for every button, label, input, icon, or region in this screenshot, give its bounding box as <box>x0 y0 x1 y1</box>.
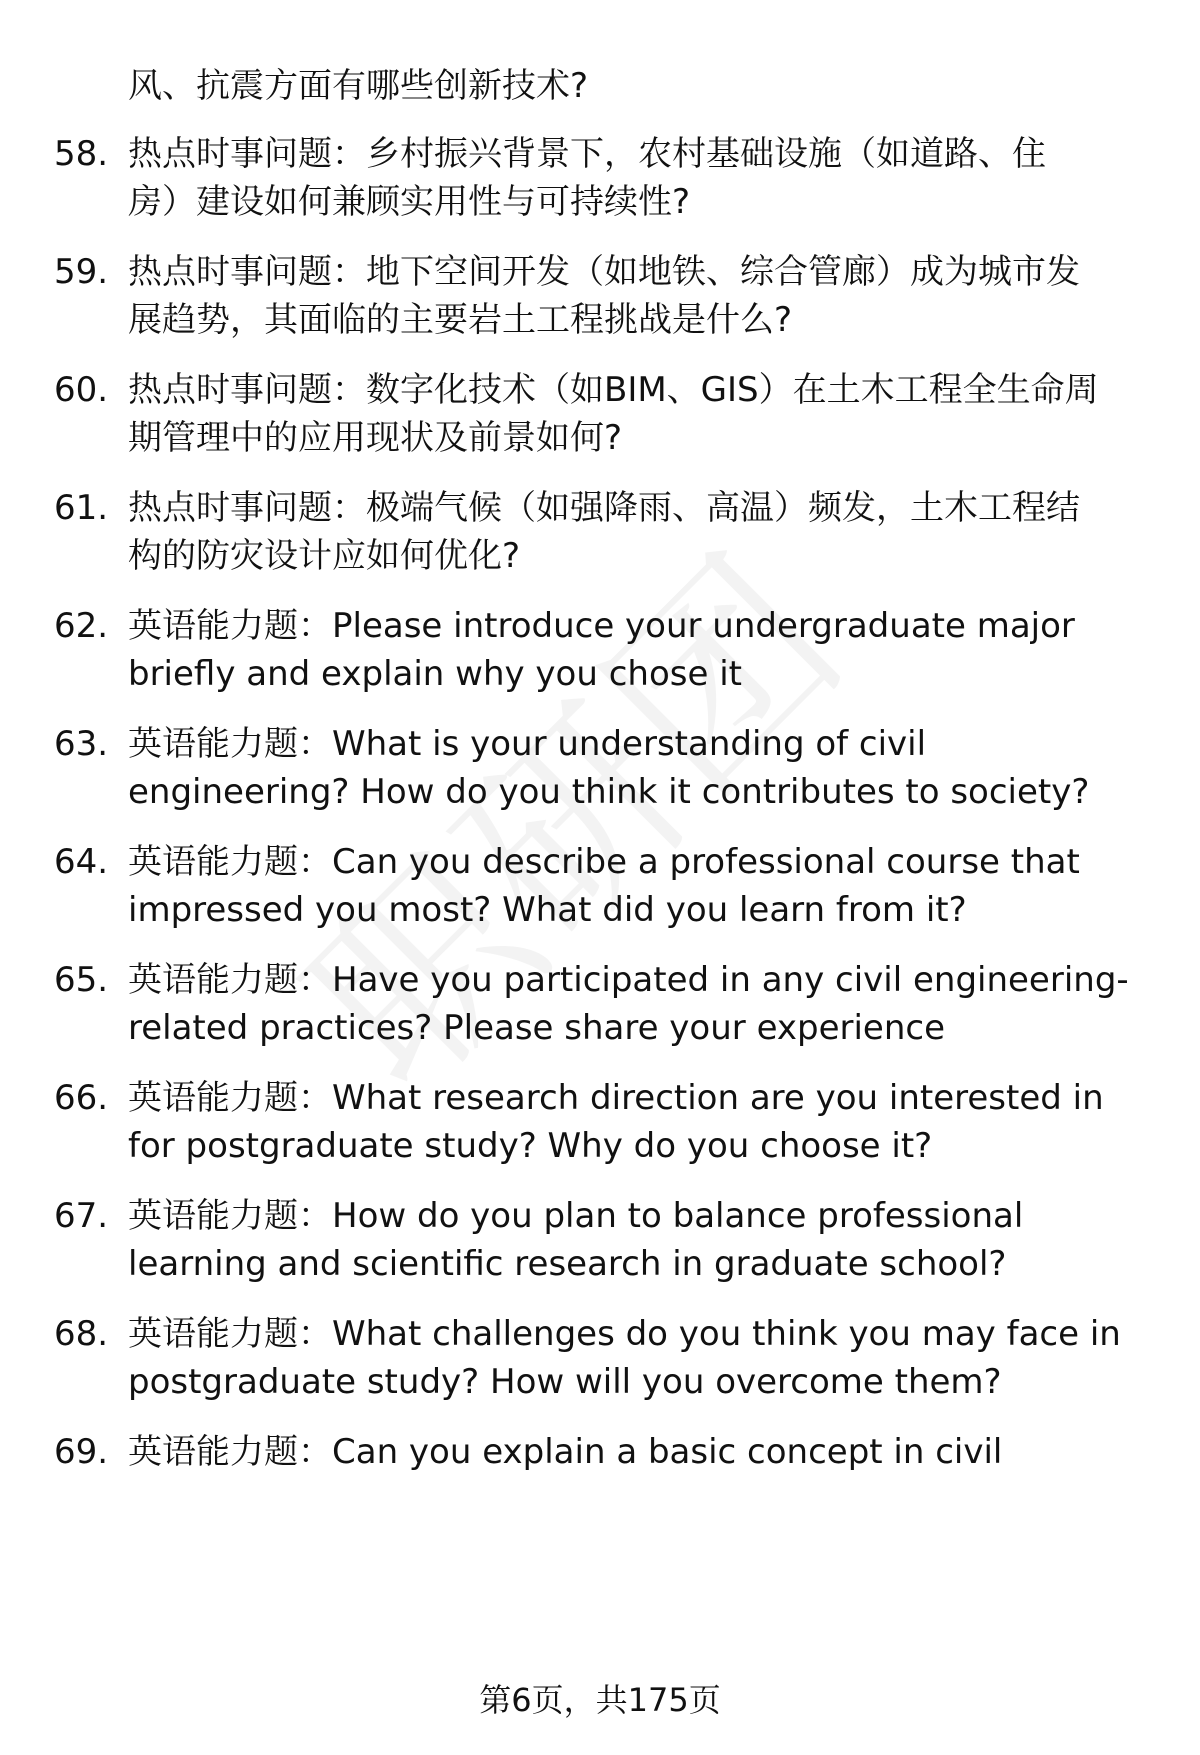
question-number: 61. <box>54 488 109 528</box>
question-line: 热点时事问题：极端气候（如强降雨、高温）频发，土木工程结 <box>128 488 1080 528</box>
question-line: 热点时事问题：数字化技术（如BIM、GIS）在土木工程全生命周 <box>128 370 1099 410</box>
question-number: 58. <box>54 134 109 174</box>
question-line: 英语能力题：Please introduce your undergraduate major <box>128 606 1075 646</box>
question-text <box>128 956 1168 1052</box>
question-number: 59. <box>54 252 109 292</box>
question-number: 60. <box>54 370 109 410</box>
question-line: 英语能力题：What research direction are you interested in <box>128 1078 1104 1118</box>
question-number: 67. <box>54 1196 109 1236</box>
question-line: engineering? How do you think it contributes to society? <box>128 772 1090 812</box>
question-line: 英语能力题：How do you plan to balance professional <box>128 1196 1024 1236</box>
question-text <box>128 366 1168 462</box>
question-line: 构的防灾设计应如何优化? <box>128 536 521 576</box>
question-line: postgraduate study? How will you overcome them? <box>128 1362 1002 1402</box>
question-number: 66. <box>54 1078 109 1118</box>
question-line: 英语能力题：What challenges do you think you may face in <box>128 1314 1121 1354</box>
question-line: 热点时事问题：乡村振兴背景下，农村基础设施（如道路、住 <box>128 134 1046 174</box>
question-line: 期管理中的应用现状及前景如何? <box>128 418 623 458</box>
question-number: 69. <box>54 1432 109 1472</box>
question-line: 热点时事问题：地下空间开发（如地铁、综合管廊）成为城市发 <box>128 252 1080 292</box>
question-number: 68. <box>54 1314 109 1354</box>
question-line: related practices? Please share your experience <box>128 1008 946 1048</box>
question-line: 房）建设如何兼顾实用性与可持续性? <box>128 182 691 222</box>
question-number: 65. <box>54 960 109 1000</box>
question-text <box>128 248 1168 344</box>
question-text <box>128 1192 1168 1288</box>
question-line: 英语能力题：Have you participated in any civil engineering- <box>128 960 1129 1000</box>
question-line: 英语能力题：Can you explain a basic concept in civil <box>128 1432 1003 1472</box>
question-line: 展趋势，其面临的主要岩土工程挑战是什么? <box>128 300 793 340</box>
question-text <box>128 720 1168 816</box>
question-line: briefly and explain why you chose it <box>128 654 742 694</box>
question-text <box>128 484 1168 580</box>
question-number: 62. <box>54 606 109 646</box>
question-text <box>128 1428 1168 1476</box>
question-line: learning and scientific research in graduate school? <box>128 1244 1007 1284</box>
question-text <box>128 1074 1168 1170</box>
question-text <box>128 602 1168 698</box>
question-number: 63. <box>54 724 109 764</box>
question-text <box>128 838 1168 934</box>
question-line: 英语能力题：What is your understanding of civil <box>128 724 927 764</box>
question-number: 64. <box>54 842 109 882</box>
question-line: 英语能力题：Can you describe a professional course that <box>128 842 1080 882</box>
page-footer: 第6页，共175页 <box>479 1681 721 1719</box>
question-line: for postgraduate study? Why do you choose it? <box>128 1126 933 1166</box>
continued-question-text: 风、抗震方面有哪些创新技术? <box>128 66 589 106</box>
question-text <box>128 1310 1168 1406</box>
question-text <box>128 130 1168 226</box>
question-line: impressed you most? What did you learn from it? <box>128 890 967 930</box>
